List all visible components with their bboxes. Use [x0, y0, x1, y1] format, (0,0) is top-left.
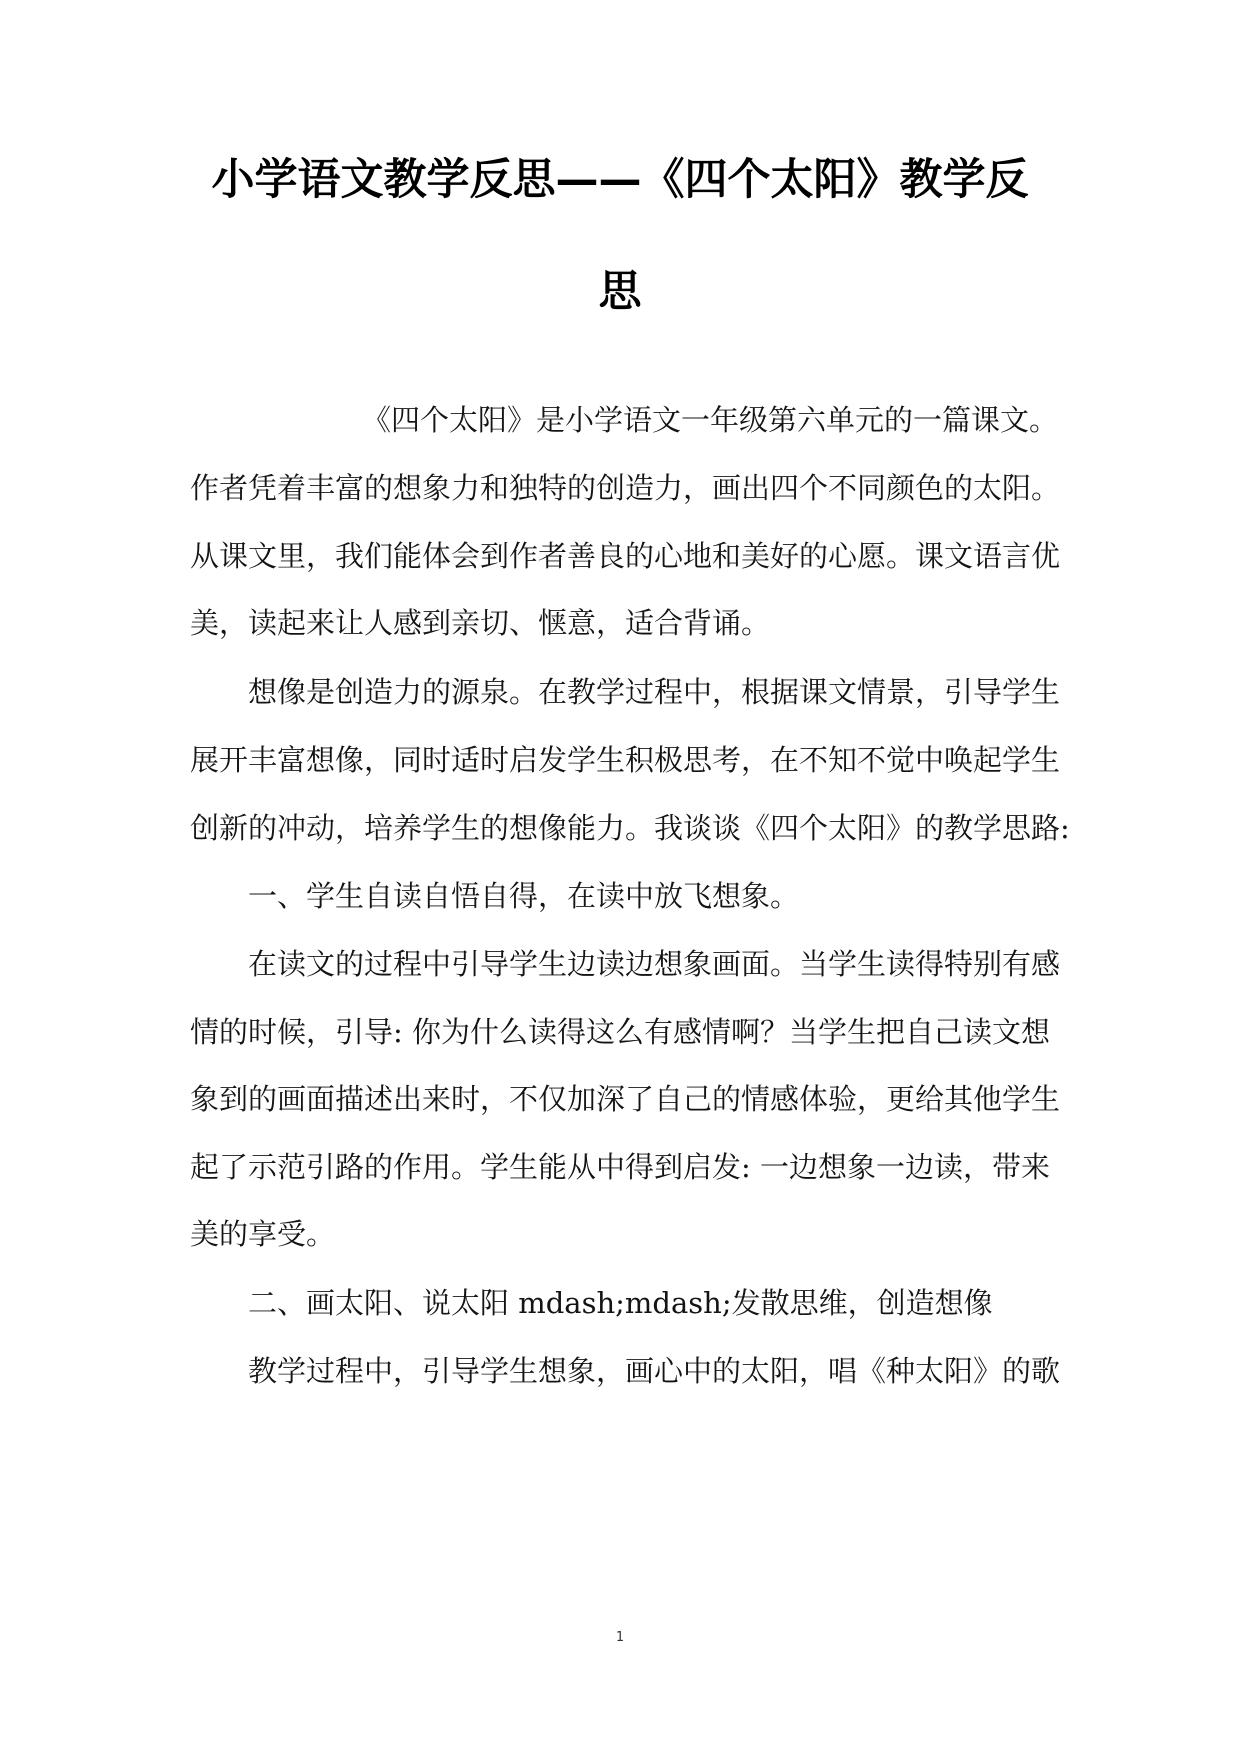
document-title-line-2: 思	[598, 267, 642, 317]
body-line: 作者凭着丰富的想象力和独特的创造力，画出四个不同颜色的太阳。	[190, 471, 1061, 505]
section-heading-1: 一、学生自读自悟自得，在读中放飞想象。	[248, 879, 800, 913]
body-line: 起了示范引路的作用。学生能从中得到启发: 一边想象一边读，带来	[190, 1150, 1050, 1184]
body-line: 《四个太阳》是小学语文一年级第六单元的一篇课文。	[362, 403, 1059, 437]
body-line: 情的时候，引导: 你为什么读得这么有感情啊？当学生把自己读文想	[190, 1015, 1050, 1049]
body-line: 美，读起来让人感到亲切、惬意，适合背诵。	[190, 606, 771, 640]
page-number: 1	[615, 1630, 625, 1645]
body-line: 象到的画面描述出来时，不仅加深了自己的情感体验，更给其他学生	[190, 1082, 1061, 1116]
body-line: 美的享受。	[190, 1217, 336, 1251]
document-title-line-1: 小学语文教学反思——《四个太阳》教学反	[211, 155, 1029, 205]
body-line: 教学过程中，引导学生想象，画心中的太阳，唱《种太阳》的歌	[248, 1354, 1061, 1388]
body-line: 展开丰富想像，同时适时启发学生积极思考，在不知不觉中唤起学生	[190, 743, 1061, 777]
body-line: 想像是创造力的源泉。在教学过程中，根据课文情景，引导学生	[248, 675, 1061, 709]
body-line: 创新的冲动，培养学生的想像能力。我谈谈《四个太阳》的教学思路:	[190, 811, 1070, 845]
body-line: 从课文里，我们能体会到作者善良的心地和美好的心愿。课文语言优	[190, 539, 1061, 573]
body-line: 在读文的过程中引导学生边读边想象画面。当学生读得特别有感	[248, 947, 1061, 981]
section-heading-2: 二、画太阳、说太阳 mdash;mdash;发散思维，创造想像	[248, 1286, 993, 1320]
